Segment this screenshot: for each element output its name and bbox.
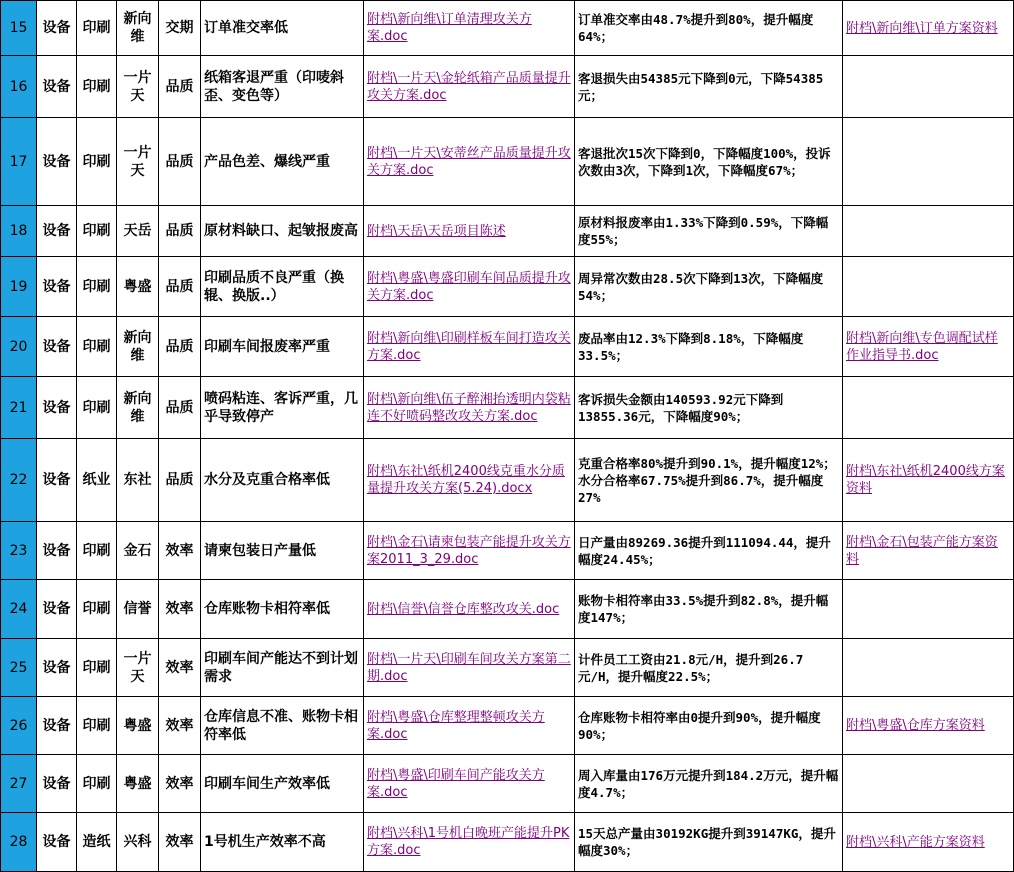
org-cell-cell: 天岳 bbox=[117, 206, 159, 257]
doc-link[interactable]: 附档\粤盛\印刷车间产能攻关方案.doc bbox=[367, 767, 545, 800]
result-cell-cell: 订单准交率由48.7%提升到80%，提升幅度64%； bbox=[575, 1, 843, 56]
result-cell-cell: 克重合格率80%提升到90.1%，提升幅度12%；水分合格率67.75%提升到86.7%，提升幅度27% bbox=[575, 439, 843, 522]
table-row bbox=[1, 580, 1014, 639]
dept-cell-cell: 设备 bbox=[37, 1, 77, 56]
org-cell-cell: 一片天 bbox=[117, 639, 159, 697]
doc-link-cell bbox=[364, 522, 575, 580]
doc-link-cell bbox=[364, 439, 575, 522]
row-number-cell: 17 bbox=[1, 118, 37, 206]
issue-cell-cell: 印刷车间生产效率低 bbox=[201, 755, 364, 813]
type-cell-cell: 印刷 bbox=[77, 580, 117, 639]
category-cell-cell: 品质 bbox=[159, 439, 201, 522]
extra-link-cell bbox=[843, 697, 1014, 755]
doc-link[interactable]: 附档\东社\纸机2400线克重水分质量提升攻关方案(5.24).docx bbox=[367, 464, 565, 496]
table-row bbox=[1, 317, 1014, 377]
result-cell-cell: 15天总产量由30192KG提升到39147KG，提升幅度30%； bbox=[575, 813, 843, 872]
table-row bbox=[1, 813, 1014, 872]
type-cell-cell: 印刷 bbox=[77, 317, 117, 377]
row-number-cell: 16 bbox=[1, 56, 37, 118]
type-cell-cell: 印刷 bbox=[77, 118, 117, 206]
extra-link-cell bbox=[843, 580, 1014, 639]
doc-link[interactable]: 附档\粤盛\粤盛印刷车间品质提升攻关方案.doc bbox=[367, 270, 571, 303]
issue-cell-cell: 仓库账物卡相符率低 bbox=[201, 580, 364, 639]
extra-link-cell bbox=[843, 206, 1014, 257]
dept-cell-cell: 设备 bbox=[37, 697, 77, 755]
type-cell-cell: 印刷 bbox=[77, 56, 117, 118]
dept-cell-cell: 设备 bbox=[37, 257, 77, 317]
issue-cell-cell: 订单准交率低 bbox=[201, 1, 364, 56]
type-cell-cell: 印刷 bbox=[77, 206, 117, 257]
doc-link-cell bbox=[364, 257, 575, 317]
org-cell-cell: 一片天 bbox=[117, 56, 159, 118]
org-cell-cell: 新向维 bbox=[117, 317, 159, 377]
table-row bbox=[1, 439, 1014, 522]
issue-cell-cell: 1号机生产效率不高 bbox=[201, 813, 364, 872]
extra-link-cell bbox=[843, 813, 1014, 872]
row-number-cell: 20 bbox=[1, 317, 37, 377]
org-cell-cell: 一片天 bbox=[117, 118, 159, 206]
org-cell-cell: 兴科 bbox=[117, 813, 159, 872]
org-cell-cell: 粤盛 bbox=[117, 257, 159, 317]
issue-cell-cell: 纸箱客退严重（印唛斜歪、变色等） bbox=[201, 56, 364, 118]
dept-cell-cell: 设备 bbox=[37, 580, 77, 639]
row-number-cell: 18 bbox=[1, 206, 37, 257]
org-cell-cell: 东社 bbox=[117, 439, 159, 522]
row-number-cell: 26 bbox=[1, 697, 37, 755]
category-cell-cell: 效率 bbox=[159, 639, 201, 697]
row-number-cell: 24 bbox=[1, 580, 37, 639]
type-cell-cell: 印刷 bbox=[77, 377, 117, 439]
extra-link-cell bbox=[843, 439, 1014, 522]
table-row bbox=[1, 377, 1014, 439]
row-number-cell: 25 bbox=[1, 639, 37, 697]
issue-cell-cell: 印刷车间产能达不到计划需求 bbox=[201, 639, 364, 697]
table-row bbox=[1, 56, 1014, 118]
extra-link-cell bbox=[843, 118, 1014, 206]
issue-cell-cell: 喷码粘连、客诉严重，几乎导致停产 bbox=[201, 377, 364, 439]
table-row bbox=[1, 755, 1014, 813]
doc-link[interactable]: 附档\金石\请柬包装产能提升攻关方案2011_3_29.doc bbox=[367, 534, 571, 567]
doc-link[interactable]: 附档\新向维\印刷样板车间打造攻关方案.doc bbox=[367, 330, 571, 363]
extra-link-cell bbox=[843, 257, 1014, 317]
dept-cell-cell: 设备 bbox=[37, 206, 77, 257]
dept-cell-cell: 设备 bbox=[37, 522, 77, 580]
result-cell-cell: 客诉损失金额由140593.92元下降到13855.36元，下降幅度90%； bbox=[575, 377, 843, 439]
extra-link-cell bbox=[843, 56, 1014, 118]
dept-cell-cell: 设备 bbox=[37, 56, 77, 118]
extra-link[interactable]: 附档\新向维\订单方案资料 bbox=[846, 20, 998, 36]
issue-cell-cell: 水分及克重合格率低 bbox=[201, 439, 364, 522]
doc-link-cell bbox=[364, 56, 575, 118]
doc-link-cell bbox=[364, 697, 575, 755]
doc-link[interactable]: 附档\一片天\印刷车间攻关方案第二期.doc bbox=[367, 651, 571, 684]
type-cell-cell: 印刷 bbox=[77, 697, 117, 755]
table-row bbox=[1, 206, 1014, 257]
category-cell-cell: 品质 bbox=[159, 118, 201, 206]
doc-link-cell bbox=[364, 206, 575, 257]
type-cell-cell: 印刷 bbox=[77, 639, 117, 697]
type-cell-cell: 印刷 bbox=[77, 257, 117, 317]
result-cell-cell: 账物卡相符率由33.5%提升到82.8%，提升幅度147%； bbox=[575, 580, 843, 639]
doc-link[interactable]: 附档\天岳\天岳项目陈述 bbox=[367, 223, 506, 239]
doc-link-cell bbox=[364, 1, 575, 56]
row-number-cell: 28 bbox=[1, 813, 37, 872]
doc-link-cell bbox=[364, 317, 575, 377]
issue-cell-cell: 仓库信息不准、账物卡相符率低 bbox=[201, 697, 364, 755]
dept-cell-cell: 设备 bbox=[37, 317, 77, 377]
category-cell-cell: 品质 bbox=[159, 56, 201, 118]
table-row bbox=[1, 257, 1014, 317]
doc-link-cell bbox=[364, 813, 575, 872]
result-cell-cell: 周入库量由176万元提升到184.2万元，提升幅度4.7%； bbox=[575, 755, 843, 813]
extra-link-cell bbox=[843, 377, 1014, 439]
result-cell-cell: 客退损失由54385元下降到0元，下降54385元； bbox=[575, 56, 843, 118]
doc-link[interactable]: 附档\一片天\安蒂丝产品质量提升攻关方案.doc bbox=[367, 145, 571, 178]
org-cell-cell: 新向维 bbox=[117, 1, 159, 56]
doc-link-cell bbox=[364, 118, 575, 206]
issue-cell-cell: 原材料缺口、起皱报废高 bbox=[201, 206, 364, 257]
org-cell-cell: 新向维 bbox=[117, 377, 159, 439]
category-cell-cell: 效率 bbox=[159, 697, 201, 755]
result-cell-cell: 废品率由12.3%下降到8.18%，下降幅度33.5%； bbox=[575, 317, 843, 377]
issue-cell-cell: 印刷车间报废率严重 bbox=[201, 317, 364, 377]
doc-link[interactable]: 附档\新向维\订单清理攻关方案.doc bbox=[367, 12, 532, 44]
table-row bbox=[1, 522, 1014, 580]
extra-link[interactable]: 附档\新向维\专色调配试样作业指导书.doc bbox=[846, 330, 998, 363]
extra-link-cell bbox=[843, 317, 1014, 377]
category-cell-cell: 品质 bbox=[159, 206, 201, 257]
org-cell-cell: 粤盛 bbox=[117, 697, 159, 755]
extra-link-cell bbox=[843, 755, 1014, 813]
category-cell-cell: 效率 bbox=[159, 522, 201, 580]
extra-link-cell bbox=[843, 639, 1014, 697]
doc-link-cell bbox=[364, 580, 575, 639]
dept-cell-cell: 设备 bbox=[37, 377, 77, 439]
table-body bbox=[1, 1, 1014, 872]
dept-cell-cell: 设备 bbox=[37, 118, 77, 206]
type-cell-cell: 纸业 bbox=[77, 439, 117, 522]
dept-cell-cell: 设备 bbox=[37, 755, 77, 813]
row-number-cell: 22 bbox=[1, 439, 37, 522]
category-cell-cell: 效率 bbox=[159, 813, 201, 872]
doc-link[interactable]: 附档\一片天\金轮纸箱产品质量提升攻关方案.doc bbox=[367, 70, 571, 103]
category-cell-cell: 效率 bbox=[159, 580, 201, 639]
result-cell-cell: 周异常次数由28.5次下降到13次，下降幅度54%； bbox=[575, 257, 843, 317]
result-cell-cell: 原材料报废率由1.33%下降到0.59%，下降幅度55%； bbox=[575, 206, 843, 257]
table-row bbox=[1, 1, 1014, 56]
row-number-cell: 23 bbox=[1, 522, 37, 580]
row-number-cell: 19 bbox=[1, 257, 37, 317]
row-number-cell: 21 bbox=[1, 377, 37, 439]
category-cell-cell: 品质 bbox=[159, 377, 201, 439]
doc-link[interactable]: 附档\新向维\伍子醉湘抬透明内袋粘连不好喷码整改攻关方案.doc bbox=[367, 391, 571, 424]
type-cell-cell: 印刷 bbox=[77, 755, 117, 813]
org-cell-cell: 金石 bbox=[117, 522, 159, 580]
table-row bbox=[1, 697, 1014, 755]
doc-link[interactable]: 附档\兴科\1号机白晚班产能提升PK方案.doc bbox=[367, 826, 570, 858]
doc-link-cell bbox=[364, 377, 575, 439]
doc-link-cell bbox=[364, 639, 575, 697]
extra-link[interactable]: 附档\金石\包装产能方案资料 bbox=[846, 534, 998, 567]
row-number-cell: 15 bbox=[1, 1, 37, 56]
type-cell-cell: 造纸 bbox=[77, 813, 117, 872]
issue-cell-cell: 印刷品质不良严重（换辊、换版..） bbox=[201, 257, 364, 317]
row-number-cell: 27 bbox=[1, 755, 37, 813]
issue-cell-cell: 请柬包装日产量低 bbox=[201, 522, 364, 580]
table-row bbox=[1, 118, 1014, 206]
extra-link[interactable]: 附档\兴科\产能方案资料 bbox=[846, 834, 985, 850]
extra-link-cell bbox=[843, 522, 1014, 580]
issue-cell-cell: 产品色差、爆线严重 bbox=[201, 118, 364, 206]
extra-link[interactable]: 附档\粤盛\仓库方案资料 bbox=[846, 718, 985, 733]
doc-link[interactable]: 附档\粤盛\仓库整理整顿攻关方案.doc bbox=[367, 709, 545, 742]
org-cell-cell: 信誉 bbox=[117, 580, 159, 639]
doc-link-cell bbox=[364, 755, 575, 813]
dept-cell-cell: 设备 bbox=[37, 439, 77, 522]
result-cell-cell: 日产量由89269.36提升到111094.44，提升幅度24.45%； bbox=[575, 522, 843, 580]
org-cell-cell: 粤盛 bbox=[117, 755, 159, 813]
extra-link-cell bbox=[843, 1, 1014, 56]
extra-link[interactable]: 附档\东社\纸机2400线方案资料 bbox=[846, 464, 1005, 496]
category-cell-cell: 效率 bbox=[159, 755, 201, 813]
result-cell-cell: 仓库账物卡相符率由0提升到90%，提升幅度90%； bbox=[575, 697, 843, 755]
type-cell-cell: 印刷 bbox=[77, 1, 117, 56]
doc-link[interactable]: 附档\信誉\信誉仓库整改攻关.doc bbox=[367, 601, 560, 617]
table-row bbox=[1, 639, 1014, 697]
dept-cell-cell: 设备 bbox=[37, 639, 77, 697]
category-cell-cell: 交期 bbox=[159, 1, 201, 56]
category-cell-cell: 品质 bbox=[159, 317, 201, 377]
result-cell-cell: 客退批次15次下降到0，下降幅度100%，投诉次数由3次，下降到1次，下降幅度67%； bbox=[575, 118, 843, 206]
type-cell-cell: 印刷 bbox=[77, 522, 117, 580]
category-cell-cell: 品质 bbox=[159, 257, 201, 317]
dept-cell-cell: 设备 bbox=[37, 813, 77, 872]
result-cell-cell: 计件员工工资由21.8元/H，提升到26.7元/H，提升幅度22.5%； bbox=[575, 639, 843, 697]
